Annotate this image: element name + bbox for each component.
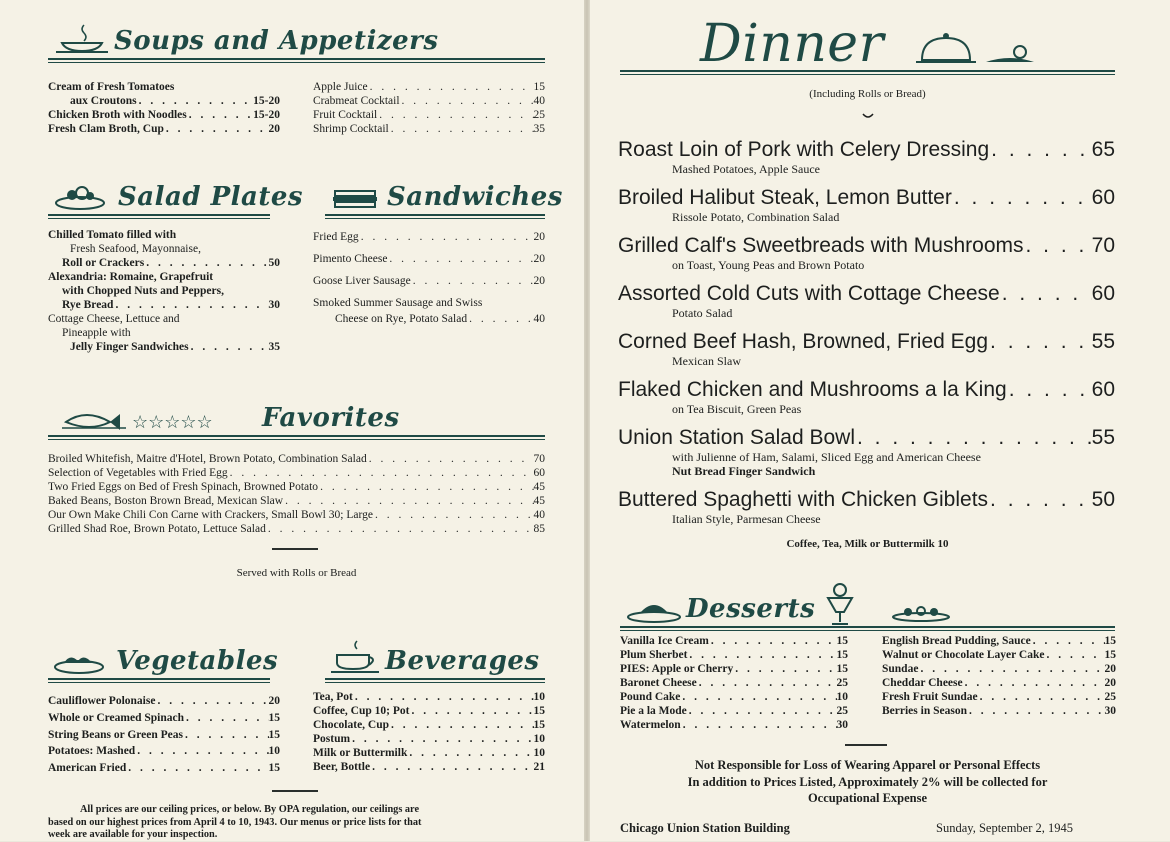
right-menu-page	[590, 0, 1170, 841]
dinner-item-desc: Rissole Potato, Combination Salad	[672, 210, 840, 224]
dinner-item	[618, 282, 1115, 330]
vegetables-title: Vegetables	[116, 646, 279, 676]
notice-line: In addition to Prices Listed, Approximately 2% will be collected for	[687, 774, 1048, 789]
sandwich-icon	[329, 183, 381, 211]
dinner-item-desc: Nut Bread Finger Sandwich	[672, 464, 816, 478]
dinner-item-price: 60	[1091, 378, 1115, 401]
list-item: Grilled Shad Roe, Brown Potato, Lettuce Salad . . . 85	[48, 522, 545, 536]
list-item: Pie a la Mode . . . 25	[620, 704, 848, 718]
list-item: Baronet Cheese . . . 25	[620, 676, 848, 690]
price-footer	[48, 804, 558, 842]
notice-line: Not Responsible for Loss of Wearing Apparel or Personal Effects	[694, 758, 1041, 772]
list-item: Beer, Bottle . . . 21	[313, 760, 545, 774]
list-item: Chicken Broth with Noodles . . . 15-20	[48, 108, 280, 122]
list-item: String Beans or Green Peas . . . 15	[48, 727, 280, 744]
ornament	[862, 110, 874, 126]
list-item: Alexandria: Romaine, Grapefruit	[48, 271, 214, 283]
list-item: Fresh Clam Broth, Cup . . . 20	[48, 122, 280, 136]
footer-line: week are available for your inspection.	[48, 829, 218, 840]
dinner-item-name: Broiled Halibut Steak, Lemon Butter	[618, 186, 952, 209]
desserts-header	[620, 588, 1115, 628]
covered-dish-icon	[916, 28, 1040, 68]
list-item: Postum . . . 10	[313, 732, 545, 746]
beverages-list	[313, 690, 545, 774]
dinner-subtitle: (Including Rolls or Bread)	[809, 88, 926, 100]
dinner-item-price: 55	[1091, 330, 1115, 353]
list-item: Pineapple with	[62, 327, 131, 339]
list-item: Cream of Fresh Tomatoes	[48, 81, 175, 93]
list-item: English Bread Pudding, Sauce . . . 15	[882, 634, 1116, 648]
list-item: Fried Egg . . . 20	[313, 226, 545, 248]
dinner-drinks-note: Coffee, Tea, Milk or Buttermilk 10	[786, 538, 949, 550]
salad-plates-title: Salad Plates	[118, 182, 304, 212]
sandwiches-header	[325, 176, 563, 216]
list-item: Selection of Vegetables with Fried Egg . . . 60	[48, 466, 545, 480]
list-item: Fresh Fruit Sundae . . . 25	[882, 690, 1116, 704]
list-item: Baked Beans, Boston Brown Bread, Mexican Slaw . . . 45	[48, 494, 545, 508]
dinner-item-price: 60	[1091, 282, 1115, 305]
dinner-item-price: 55	[1091, 426, 1115, 449]
list-item: Cottage Cheese, Lettuce and	[48, 313, 180, 325]
list-item: Fresh Seafood, Mayonnaise,	[70, 243, 201, 255]
list-item: Crabmeat Cocktail . . . 40	[313, 94, 545, 108]
ornament-mark	[862, 112, 874, 122]
favorites-title: Favorites	[262, 403, 400, 433]
dinner-item-desc: Mashed Potatoes, Apple Sauce	[672, 162, 820, 176]
dinner-item-desc: with Julienne of Ham, Salami, Sliced Egg and American Cheese	[672, 450, 981, 464]
sandwiches-title: Sandwiches	[387, 182, 563, 212]
salad-plates-header	[48, 176, 304, 216]
favorites-note: Served with Rolls or Bread	[236, 567, 357, 579]
location-text: Chicago Union Station Building	[620, 821, 790, 835]
list-item: Roll or Crackers . . . 50	[48, 256, 280, 270]
soups-title: Soups and Appetizers	[114, 26, 439, 56]
notices	[620, 757, 1115, 807]
dinner-item-name: Assorted Cold Cuts with Cottage Cheese	[618, 282, 1000, 305]
fish-platter-icon	[62, 406, 262, 432]
coffee-cup-icon	[331, 639, 381, 675]
list-item: Cheddar Cheese . . . 20	[882, 676, 1116, 690]
list-item: Chocolate, Cup . . . 15	[313, 718, 545, 732]
list-item: Pound Cake . . . 10	[620, 690, 848, 704]
divider	[845, 744, 887, 746]
left-menu-page	[0, 0, 584, 841]
favorites-header	[48, 397, 545, 437]
dinner-item	[618, 488, 1115, 534]
list-item: Rye Bread . . . 30	[48, 298, 280, 312]
footer-line: based on our highest prices from April 4 to 10, 1943. Our menus or price lists for that	[48, 816, 422, 828]
dinner-item-price: 70	[1091, 234, 1115, 257]
beverages-header	[325, 640, 545, 680]
list-item: Shrimp Cocktail . . . 35	[313, 122, 545, 136]
dinner-item-desc: Potato Salad	[672, 306, 733, 320]
list-item: Walnut or Chocolate Layer Cake . . . 15	[882, 648, 1116, 662]
list-item: Cheese on Rye, Potato Salad . . . 40	[313, 311, 545, 327]
list-item: Chilled Tomato filled with	[48, 229, 177, 241]
dinner-item	[618, 234, 1115, 282]
dinner-item-desc: Mexican Slaw	[672, 354, 741, 368]
list-item: Jelly Finger Sandwiches . . . 35	[48, 340, 280, 354]
divider	[272, 790, 318, 792]
salad-plate-icon	[54, 181, 106, 211]
dinner-item	[618, 138, 1115, 186]
vegetables-list	[48, 693, 280, 777]
svg-text:☆☆☆☆☆: ☆☆☆☆☆	[132, 412, 213, 432]
list-item: aux Croutons . . . 15-20	[48, 94, 280, 108]
notice-line: Occupational Expense	[807, 791, 928, 805]
list-item: Apple Juice . . . 15	[313, 80, 545, 94]
list-item: Vanilla Ice Cream . . . 15	[620, 634, 848, 648]
cake-plate-icon	[626, 595, 682, 623]
list-item: Coffee, Cup 10; Pot . . . 15	[313, 704, 545, 718]
dinner-list	[618, 138, 1115, 534]
list-item: PIES: Apple or Cherry . . . 15	[620, 662, 848, 676]
list-item: Tea, Pot . . . 10	[313, 690, 545, 704]
dinner-item-name: Grilled Calf's Sweetbreads with Mushrooms	[618, 234, 1024, 257]
vegetable-dish-icon	[52, 647, 106, 675]
dinner-item	[618, 330, 1115, 378]
dinner-item-name: Buttered Spaghetti with Chicken Giblets	[618, 488, 989, 511]
list-item: Potatoes: Mashed . . . 10	[48, 743, 280, 760]
list-item: American Fried . . . 15	[48, 760, 280, 777]
dinner-item	[618, 186, 1115, 234]
dinner-item-price: 60	[1091, 186, 1115, 209]
list-item: Plum Sherbet . . . 15	[620, 648, 848, 662]
desserts-column-2	[882, 634, 1116, 718]
list-item: Pimento Cheese . . . 20	[313, 248, 545, 270]
dinner-title: Dinner	[700, 14, 884, 74]
list-item: Goose Liver Sausage . . . 20	[313, 270, 545, 292]
list-item: Cauliflower Polonaise . . . 20	[48, 693, 280, 710]
salad-plates-list	[48, 228, 280, 354]
vegetables-header	[48, 640, 279, 680]
sandwiches-list	[313, 226, 545, 327]
dinner-header	[620, 14, 1115, 74]
beverages-title: Beverages	[385, 646, 540, 676]
dinner-item-name: Roast Loin of Pork with Celery Dressing	[618, 138, 990, 161]
list-item: Berries in Season . . . 30	[882, 704, 1116, 718]
menu-date: Sunday, September 2, 1945	[936, 821, 1074, 835]
desserts-column-1	[620, 634, 848, 732]
footer-line: All prices are our ceiling prices, or below. By OPA regulation, our ceilings are	[80, 804, 420, 815]
dinner-item-price: 65	[1091, 138, 1115, 161]
list-item: Fruit Cocktail . . . 25	[313, 108, 545, 122]
soups-column-2	[313, 80, 545, 136]
dinner-item-name: Flaked Chicken and Mushrooms a la King	[618, 378, 1007, 401]
list-item: with Chopped Nuts and Peppers,	[62, 285, 224, 297]
sundae-glass-icon	[826, 582, 854, 628]
list-item: Our Own Make Chili Con Carne with Crackers, Small Bowl 30; Large . . . 40	[48, 508, 545, 522]
list-item: Sundae . . . 20	[882, 662, 1116, 676]
dinner-item-name: Union Station Salad Bowl	[618, 426, 855, 449]
desserts-title: Desserts	[686, 594, 816, 624]
soups-header	[48, 20, 545, 60]
list-item: Whole or Creamed Spinach . . . 15	[48, 710, 280, 727]
pastry-tray-icon	[890, 603, 952, 623]
dinner-item-desc: on Tea Biscuit, Green Peas	[672, 402, 802, 416]
divider	[272, 548, 318, 550]
soup-bowl-icon	[54, 21, 108, 55]
dinner-item-desc: on Toast, Young Peas and Brown Potato	[672, 258, 865, 272]
list-item: Broiled Whitefish, Maitre d'Hotel, Brown Potato, Combination Salad . . . 70	[48, 452, 545, 466]
favorites-list	[48, 452, 545, 536]
list-item: Milk or Buttermilk . . . 10	[313, 746, 545, 760]
dinner-item-desc: Italian Style, Parmesan Cheese	[672, 512, 821, 526]
dinner-item	[618, 426, 1115, 488]
dinner-item	[618, 378, 1115, 426]
list-item: Smoked Summer Sausage and Swiss	[313, 297, 483, 309]
list-item: Two Fried Eggs on Bed of Fresh Spinach, Browned Potato . . . 45	[48, 480, 545, 494]
soups-column-1	[48, 80, 280, 136]
dinner-item-name: Corned Beef Hash, Browned, Fried Egg	[618, 330, 989, 353]
list-item: Watermelon . . . 30	[620, 718, 848, 732]
dinner-item-price: 50	[1091, 488, 1115, 511]
